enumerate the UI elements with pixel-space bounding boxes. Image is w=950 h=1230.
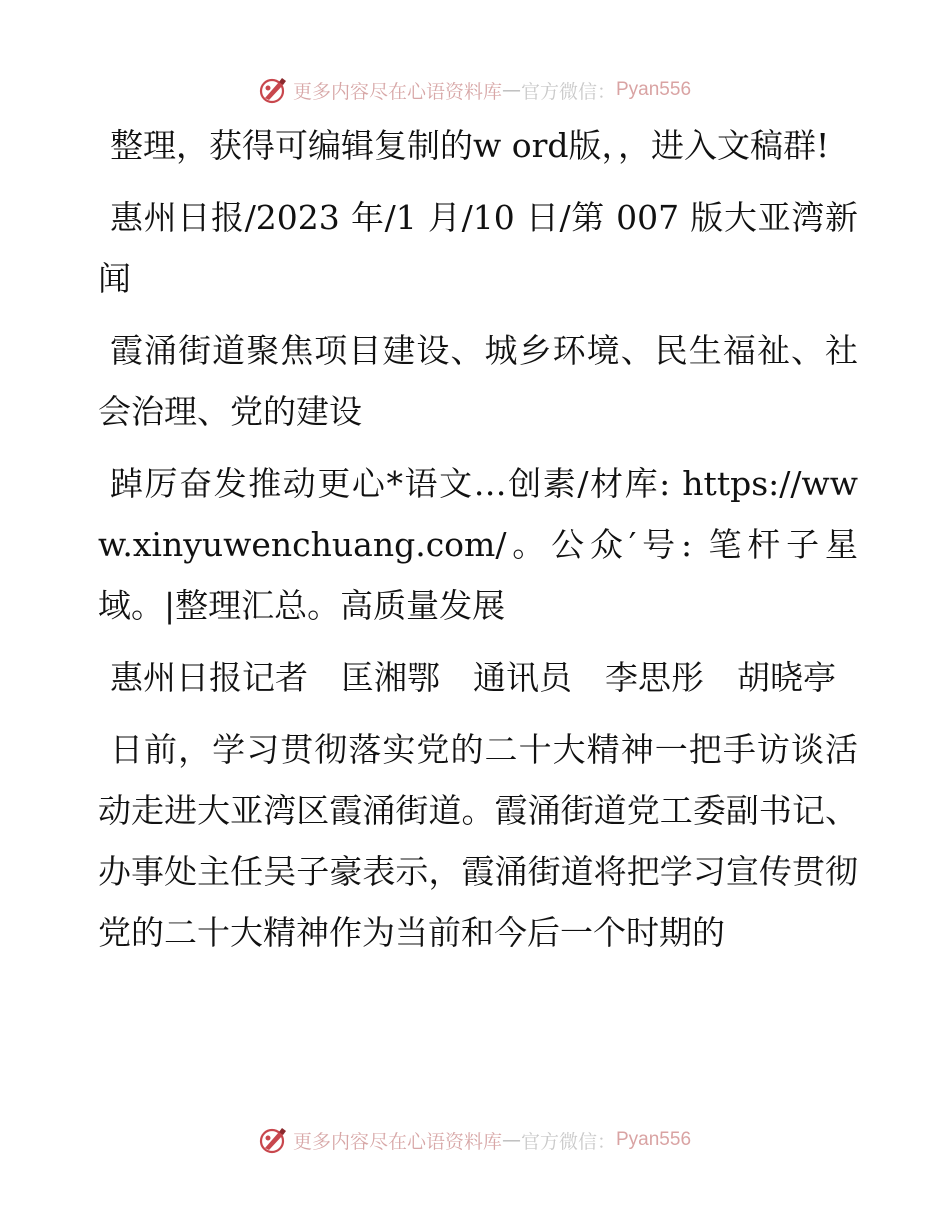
watermark-account: Pyan556 [616,1129,692,1150]
watermark-dash: — [501,79,521,101]
paragraph-headline: 霞涌街道聚焦项目建设、城乡环境、民生福祉、社会治理、党的建设 [98,331,858,431]
watermark-wechat-label: 官方微信： [520,1130,616,1153]
paragraph-subheadline: 踔厉奋发推动更心*语文…创素/材库: https://www.xinyuwenchuang.com/。公众′号: 笔杆子星域。|整理汇总。高质量发展 [98,464,858,625]
document-body [98,115,858,974]
pen-logo-icon [259,1126,287,1154]
paragraph-source: 惠州日报/2023 年/1 月/10 日/第 007 版大亚湾新闻 [98,198,858,298]
paragraph-intro: 整理，获得可编辑复制的w ord版，，进入文稿群! [110,126,830,165]
paragraph-byline: 惠州日报记者 匡湘鄂 通讯员 李思彤 胡晓亭 [110,658,836,697]
header-watermark [0,70,950,110]
watermark-dash: — [501,1129,521,1151]
pen-logo-icon [259,76,287,104]
paragraph-body: 日前，学习贯彻落实党的二十大精神一把手访谈活动走进大亚湾区霞涌街道。霞涌街道党工委副书记、办事处主任吴子豪表示，霞涌街道将把学习宣传贯彻党的二十大精神作为当前和今后一个时期的 [98,730,858,952]
footer-watermark [0,1120,950,1160]
watermark-wechat-label: 官方微信： [520,80,616,103]
watermark-slogan: 更多内容尽在心语资料库 [292,80,502,103]
watermark-slogan: 更多内容尽在心语资料库 [292,1130,502,1153]
watermark-account: Pyan556 [616,79,692,100]
